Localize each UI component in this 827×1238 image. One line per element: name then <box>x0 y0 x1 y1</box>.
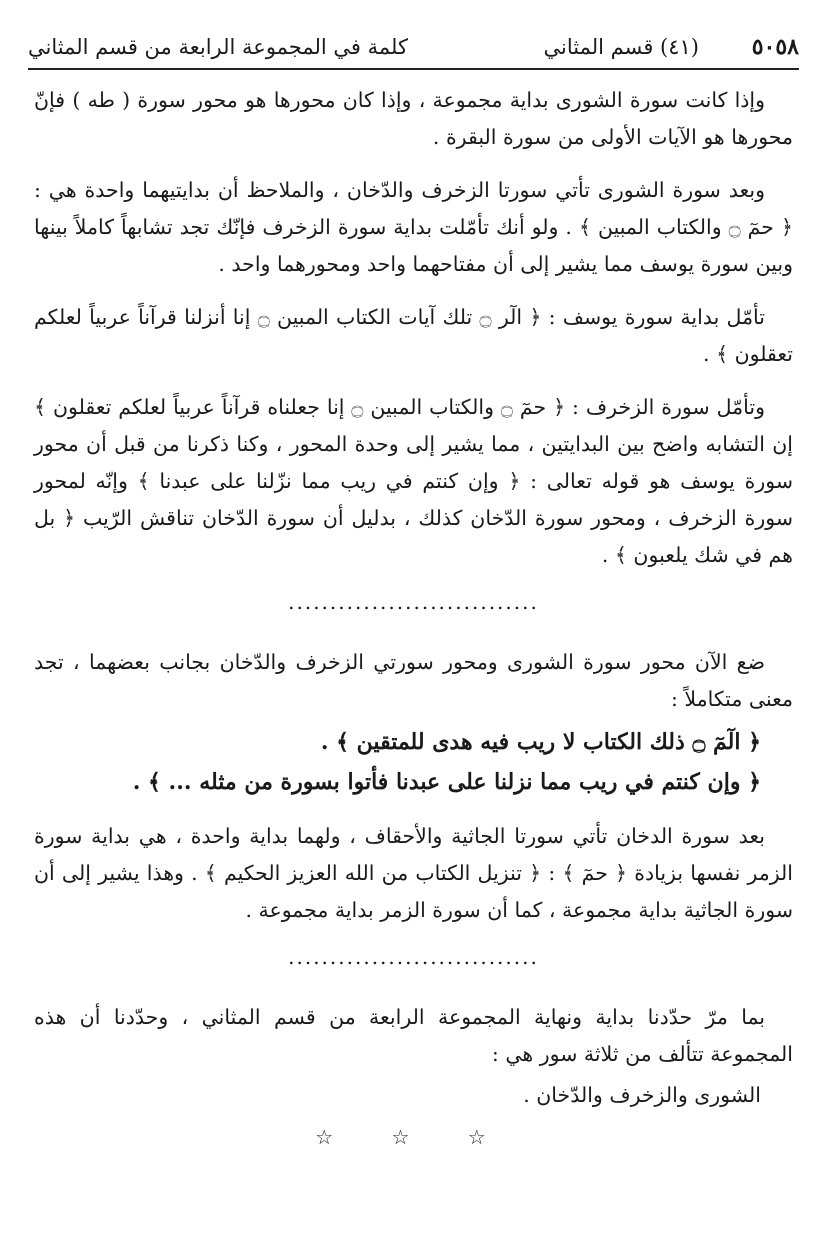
end-stars-ornament: ☆ ☆ ☆ <box>315 1125 512 1149</box>
final-line: الشورى والزخرف والدّخان . <box>523 1083 761 1107</box>
section-label: (٤١) قسم المثاني <box>543 35 699 59</box>
paragraph-4: وتأمّل سورة الزخرف : ﴿ حمٓ ۝ والكتاب المبين ۝ إنا جعلناه قرآناً عربياً لعلكم تعقلون ﴾ إن التشابه واضح بين البدايتين ، مما يشير إلى وحدة المحور ، وكنا ذكرنا من قبل أن محور سورة يوسف هو قوله تعالى : ﴿ وإن كنتم في ريب مما نزّلنا على عبدنا ﴾ وإنّه لمحور سورة الزخرف ، ومحور سورة الدّخان كذلك ، بدليل أن سورة الدّخان تناقش الرّيب ﴿ بل هم في شك يلعبون ﴾ . <box>34 395 793 567</box>
paragraph-2: وبعد سورة الشورى تأتي سورتا الزخرف والدّخان ، والملاحظ أن بدايتيهما واحدة هي : ﴿ حمٓ ۝ والكتاب المبين ﴾ . ولو أنك تأمّلت بداية سورة الزخرف فإنّك تجد تشابهاً كاملاً بينها وبين سورة يوسف مما يشير إلى أن مفتاحهما واحد ومحورهما واحد . <box>34 178 793 276</box>
verse-2: ﴿ وإن كنتم في ريب مما نزلنا على عبدنا فأتوا بسورة من مثله ... ﴾ . <box>132 769 761 795</box>
page-body <box>34 82 793 1149</box>
page-header <box>28 28 799 66</box>
paragraph-7: بما مرّ حدّدنا بداية ونهاية المجموعة الرابعة من قسم المثاني ، وحدّدنا أن هذه المجموعة تتألف من ثلاثة سور هي : <box>34 1005 793 1066</box>
paragraph-5: ضع الآن محور سورة الشورى ومحور سورتي الزخرف والدّخان بجانب بعضهما ، تجد معنى متكاملاً : <box>34 650 793 711</box>
paragraph-3: تأمّل بداية سورة يوسف : ﴿ الٓر ۝ تلك آيات الكتاب المبين ۝ إنا أنزلنا قرآناً عربياً لعلكم تعقلون ﴾ . <box>34 305 793 366</box>
quoted-verses <box>34 722 793 802</box>
section-separator-2: .............................. <box>288 945 539 969</box>
running-title: كلمة في المجموعة الرابعة من قسم المثاني <box>28 35 408 59</box>
paragraph-1: وإذا كانت سورة الشورى بداية مجموعة ، وإذا كان محورها هو محور سورة ( طه ) فإنّ محورها هو الآيات الأولى من سورة البقرة . <box>34 88 793 149</box>
header-divider <box>28 68 799 70</box>
page-number: ٥٠٥٨ <box>751 34 799 60</box>
paragraph-6: بعد سورة الدخان تأتي سورتا الجاثية والأحقاف ، ولهما بداية واحدة ، هي بداية سورة الزمر نفسها بزيادة ﴿ حمٓ ﴾ : ﴿ تنزيل الكتاب من الله العزيز الحكيم ﴾ . وهذا يشير إلى أن سورة الجاثية بداية مجموعة ، كما أن سورة الزمر بداية مجموعة . <box>34 824 793 922</box>
verse-1: ﴿ الٓمٓ ۝ ذلك الكتاب لا ريب فيه هدى للمتقين ﴾ . <box>320 729 761 755</box>
section-separator: .............................. <box>288 590 539 614</box>
